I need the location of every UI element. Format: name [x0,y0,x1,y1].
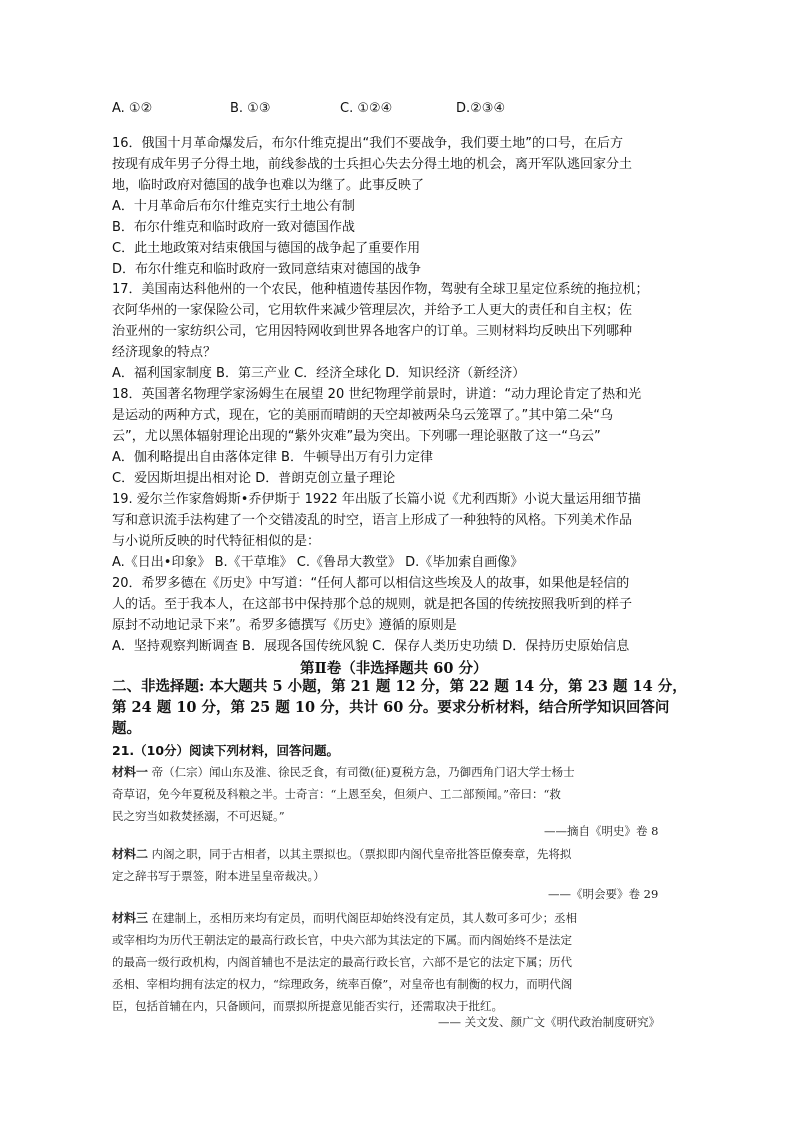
q16-stem-line: 地，临时政府对德国的战争也难以为继了。此事反映了 [112,178,425,193]
q19-stem-line: 与小说所反映的时代特征相似的是： [112,534,321,549]
material-3-line: 或宰相均为历代王朝法定的最高行政长官，中央六部为其法定的下属。而内阁始终不是法定 [112,933,572,947]
q20-options: A．坚持观察判断调查 B．展现各国传统风貌 C．保存人类历史功绩 D．保持历史原始信息 [112,639,630,654]
q15-option-a: A. ①② [112,101,153,116]
q17-stem-line: 衣阿华州的一家保险公司，它用软件来减少管理层次，并给予工人更大的责任和自主权；佐 [112,303,633,318]
material-2-source: ——《明会要》卷 29 [548,887,659,901]
material-1-line: 奇草诏，免今年夏税及科粮之半。士奇言：“上恩至矣，但须户、工二部预闻。”帝曰：“救 [112,787,561,801]
material-2-first-line [112,846,571,862]
material-3-text: 在建制上，丞相历来均有定员，而明代阁臣却始终没有定员，其人数可多可少；丞相 [148,911,578,925]
q16-option-a: A．十月革命后布尔什维克实行土地公有制 [112,199,355,214]
q16-option-d: D．布尔什维克和临时政府一致同意结束对德国的战争 [112,262,422,277]
q15-option-c: C. ①②④ [340,101,393,116]
q18-stem-line: 18．英国著名物理学家汤姆生在展望 20 世纪物理学前景时，讲道：“动力理论肯定了热和光 [112,387,642,402]
material-3-line: 臣，包括首辅在内，只备顾问，而票拟所提意见能否实行，还需取决于批红。 [112,999,503,1013]
material-1-label: 材料一 [112,765,149,779]
q19-stem-line: 19. 爱尔兰作家詹姆斯•乔伊斯于 1922 年出版了长篇小说《尤利西斯》小说大量运用细节描 [112,492,641,507]
material-3-line: 丞相、宰相均拥有法定的权力，“综理政务，统率百僚”，对皇帝也有制衡的权力，而明代阁 [112,977,573,991]
q18-options-ab: A．伽利略提出自由落体定律 B．牛顿导出万有引力定律 [112,450,433,465]
material-3-first-line [112,910,577,926]
material-3-label: 材料三 [112,911,149,925]
q17-stem-line: 治亚州的一家纺织公司，它用因特网收到世界各地客户的订单。三则材料均反映出下列哪种 [112,324,633,339]
q15-option-b: B. ①③ [230,101,271,116]
q19-options: A.《日出•印象》 B.《干草堆》 C.《鲁昂大教堂》 D.《毕加索自画像》 [112,555,524,570]
q20-stem-line: 人的话。至于我本人，在这部书中保持那个总的规则，就是把各国的传统按照我听到的样子 [112,597,633,612]
q18-stem-line: 云”，尤以黑体辐射理论出现的“紫外灾难”最为突出。下列哪一理论驱散了这一“乌云” [112,429,601,444]
q16-stem-line: 按现有成年男子分得土地，前线参战的士兵担心失去分得土地的机会，离开军队逃回家分土 [112,157,633,172]
q17-stem-line: 经济现象的特点？ [112,345,217,360]
q18-options-cd: C．爱因斯坦提出相对论 D．普朗克创立量子理论 [112,471,396,486]
part2-instructions-line: 第 24 题 10 分，第 25 题 10 分，共计 60 分。要求分析材料，结合所学知识回答问 [112,699,670,716]
q18-stem-line: 是运动的两种方式，现在，它的美丽而晴朗的天空却被两朵乌云笼罩了。”其中第二朵“乌 [112,408,613,423]
material-2-line: 定之辞书写于票签，附本进呈皇帝裁决。） [112,869,325,883]
part2-instructions-line: 题。 [112,720,141,737]
q15-option-d: D.②③④ [456,101,506,116]
material-1-first-line [112,764,575,780]
q20-stem-line: 原封不动地记录下来”。希罗多德撰写《历史》遵循的原则是 [112,618,457,633]
q17-stem-line: 17．美国南达科他州的一个农民，他种植遗传基因作物，驾驶有全球卫星定位系统的拖拉机； [112,282,649,297]
material-2-label: 材料二 [112,847,149,861]
material-1-source: ——摘自《明史》卷 8 [544,824,659,838]
material-1-text: 帝（仁宗）闻山东及淮、徐民乏食，有司徵(征)夏税方急，乃御西角门诏大学士杨士 [148,765,575,779]
q16-option-c: C．此土地政策对结束俄国与德国的战争起了重要作用 [112,241,421,256]
q21-heading: 21.（10分）阅读下列材料，回答问题。 [112,743,340,758]
q17-options: A．福利国家制度 B．第三产业 C．经济全球化 D．知识经济（新经济） [112,366,526,381]
part2-title: 第Ⅱ卷（非选择题共 60 分） [300,660,488,677]
q16-option-b: B．布尔什维克和临时政府一致对德国作战 [112,220,355,235]
material-1-line: 民之穷当如救焚拯溺，不可迟疑。” [112,809,285,823]
material-3-source: —— 关文发、颜广文《明代政治制度研究》 [438,1015,661,1029]
part2-instructions-line: 二、非选择题: 本大题共 5 小题，第 21 题 12 分，第 22 题 14 分，第 23 题 14 分， [112,678,687,695]
material-3-line: 的最高一级行政机构，内阁首辅也不是法定的最高行政长官，六部不是它的法定下属；历代 [112,955,572,969]
q19-stem-line: 写和意识流手法构建了一个交错凌乱的时空，语言上形成了一种独特的风格。下列美术作品 [112,513,633,528]
q20-stem-line: 20．希罗多德在《历史》中写道：“任何人都可以相信这些埃及人的故事，如果他是轻信的 [112,576,630,591]
q16-stem-line: 16．俄国十月革命爆发后，布尔什维克提出“我们不要战争，我们要土地”的口号，在后方 [112,136,624,151]
material-2-text: 内阁之职，同于古相者，以其主票拟也。（票拟即内阁代皇帝批答臣僚奏章，先将拟 [148,847,572,861]
